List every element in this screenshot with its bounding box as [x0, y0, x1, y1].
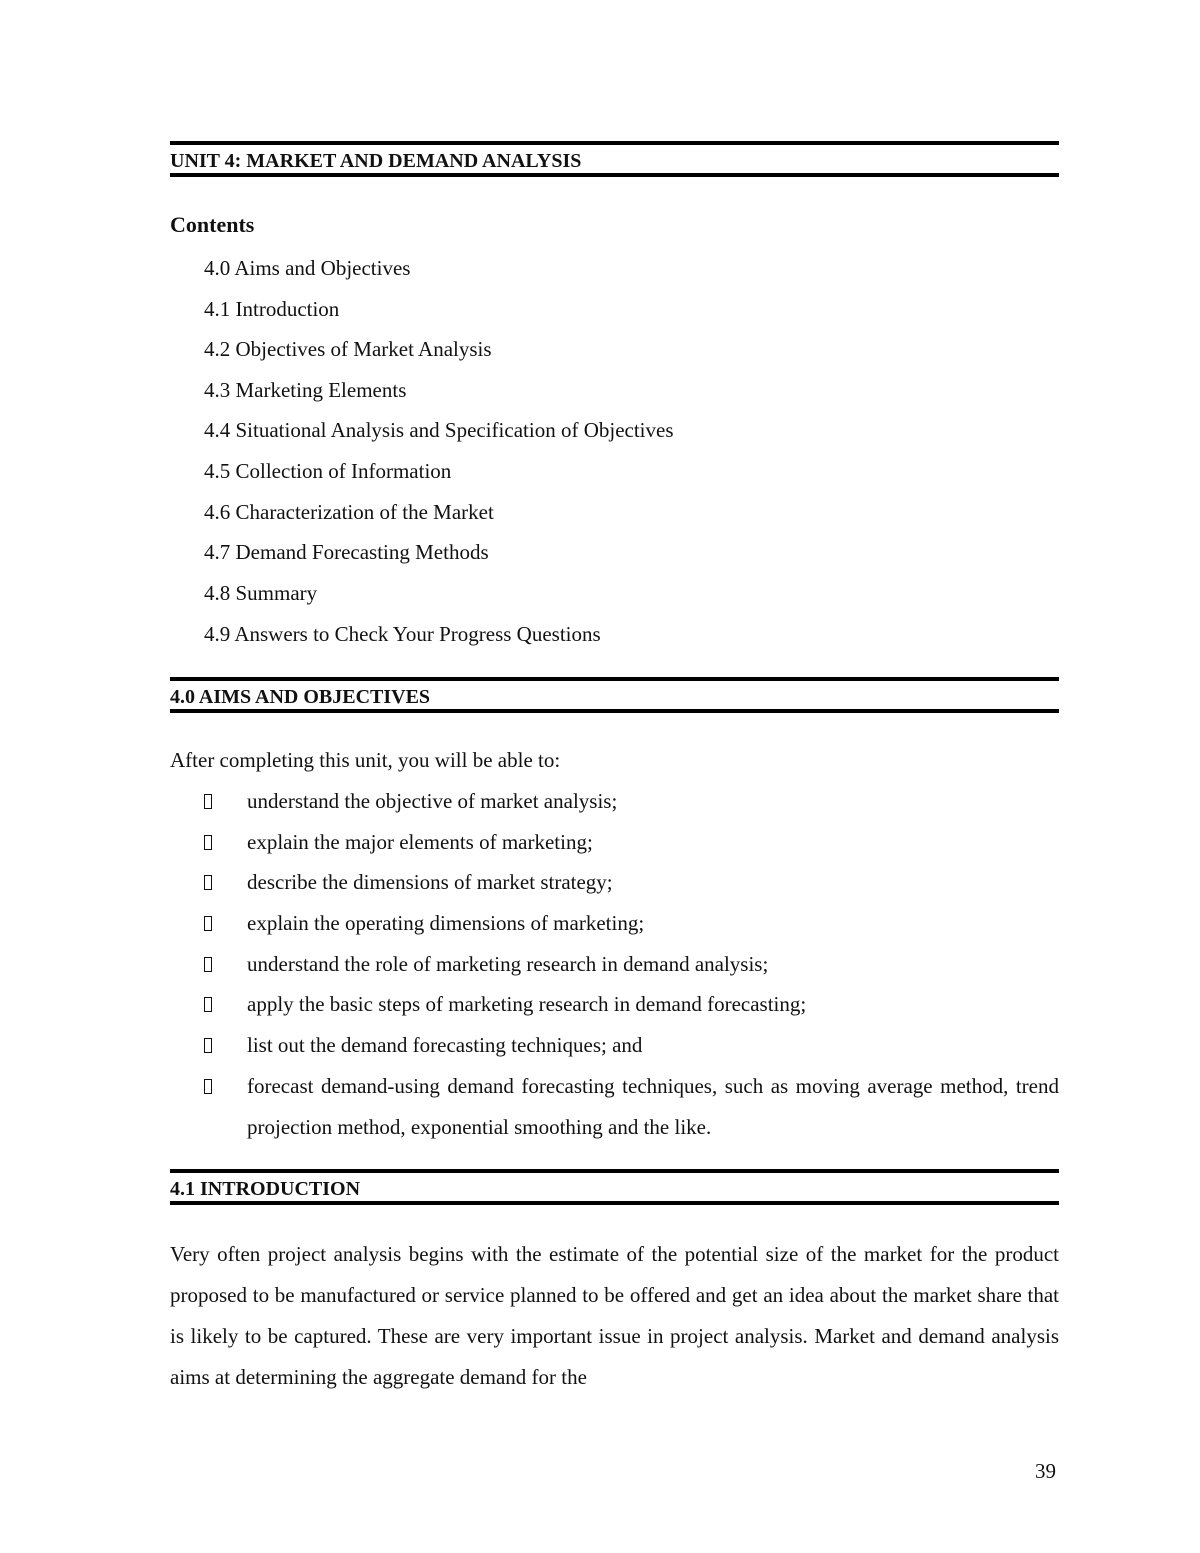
toc-item: 4.3 Marketing Elements — [204, 378, 407, 402]
toc-item: 4.2 Objectives of Market Analysis — [204, 337, 492, 361]
aims-bullet-text: explain the operating dimensions of marketing; — [247, 911, 645, 935]
intro-heading-block — [170, 1169, 1059, 1205]
bullet-glyph-icon — [204, 997, 212, 1012]
aims-bullet-text: understand the objective of market analysis; — [247, 789, 618, 813]
aims-bullet-text: describe the dimensions of market strategy; — [247, 870, 613, 894]
bullet-glyph-icon — [204, 916, 212, 931]
aims-bullet-text: list out the demand forecasting techniques; and — [247, 1033, 643, 1057]
aims-bullet-text: forecast demand-using demand forecasting techniques, such as moving average method, trend projection method, exponential smoothing and the like. — [247, 1074, 1059, 1139]
bullet-glyph-icon — [204, 835, 212, 850]
toc-item: 4.6 Characterization of the Market — [204, 500, 494, 524]
unit-heading-block — [170, 141, 1059, 177]
bullet-glyph-icon — [204, 794, 212, 809]
bullet-glyph-icon — [204, 1079, 212, 1094]
intro-heading: 4.1 INTRODUCTION — [170, 1178, 361, 1200]
aims-bullet-text: explain the major elements of marketing; — [247, 830, 593, 854]
unit-heading: UNIT 4: MARKET AND DEMAND ANALYSIS — [170, 150, 582, 172]
toc-item: 4.9 Answers to Check Your Progress Questions — [204, 622, 601, 646]
aims-bullet-text: apply the basic steps of marketing research in demand forecasting; — [247, 992, 807, 1016]
page-number: 39 — [1035, 1459, 1056, 1483]
toc-item: 4.8 Summary — [204, 581, 318, 605]
toc-item: 4.0 Aims and Objectives — [204, 256, 411, 280]
aims-heading-block — [170, 677, 1059, 713]
bullet-glyph-icon — [204, 875, 212, 890]
document-page — [170, 0, 1059, 1553]
toc-item: 4.5 Collection of Information — [204, 459, 452, 483]
aims-heading: 4.0 AIMS AND OBJECTIVES — [170, 686, 431, 708]
aims-intro: After completing this unit, you will be able to: — [170, 748, 561, 772]
aims-bullet-text: understand the role of marketing research in demand analysis; — [247, 952, 769, 976]
intro-paragraph: Very often project analysis begins with the estimate of the potential size of the market for the product proposed to be manufactured or service planned to be offered and get an idea about the market share that is likely to be captured. These are very important issue in project analysis. Market and demand analysis aims at determining the aggregate demand for the — [170, 1242, 1059, 1389]
bullet-glyph-icon — [204, 1038, 212, 1053]
bullet-glyph-icon — [204, 957, 212, 972]
toc-item: 4.1 Introduction — [204, 297, 340, 321]
contents-label: Contents — [170, 212, 255, 237]
toc-item: 4.4 Situational Analysis and Specification of Objectives — [204, 418, 674, 442]
toc-item: 4.7 Demand Forecasting Methods — [204, 540, 489, 564]
